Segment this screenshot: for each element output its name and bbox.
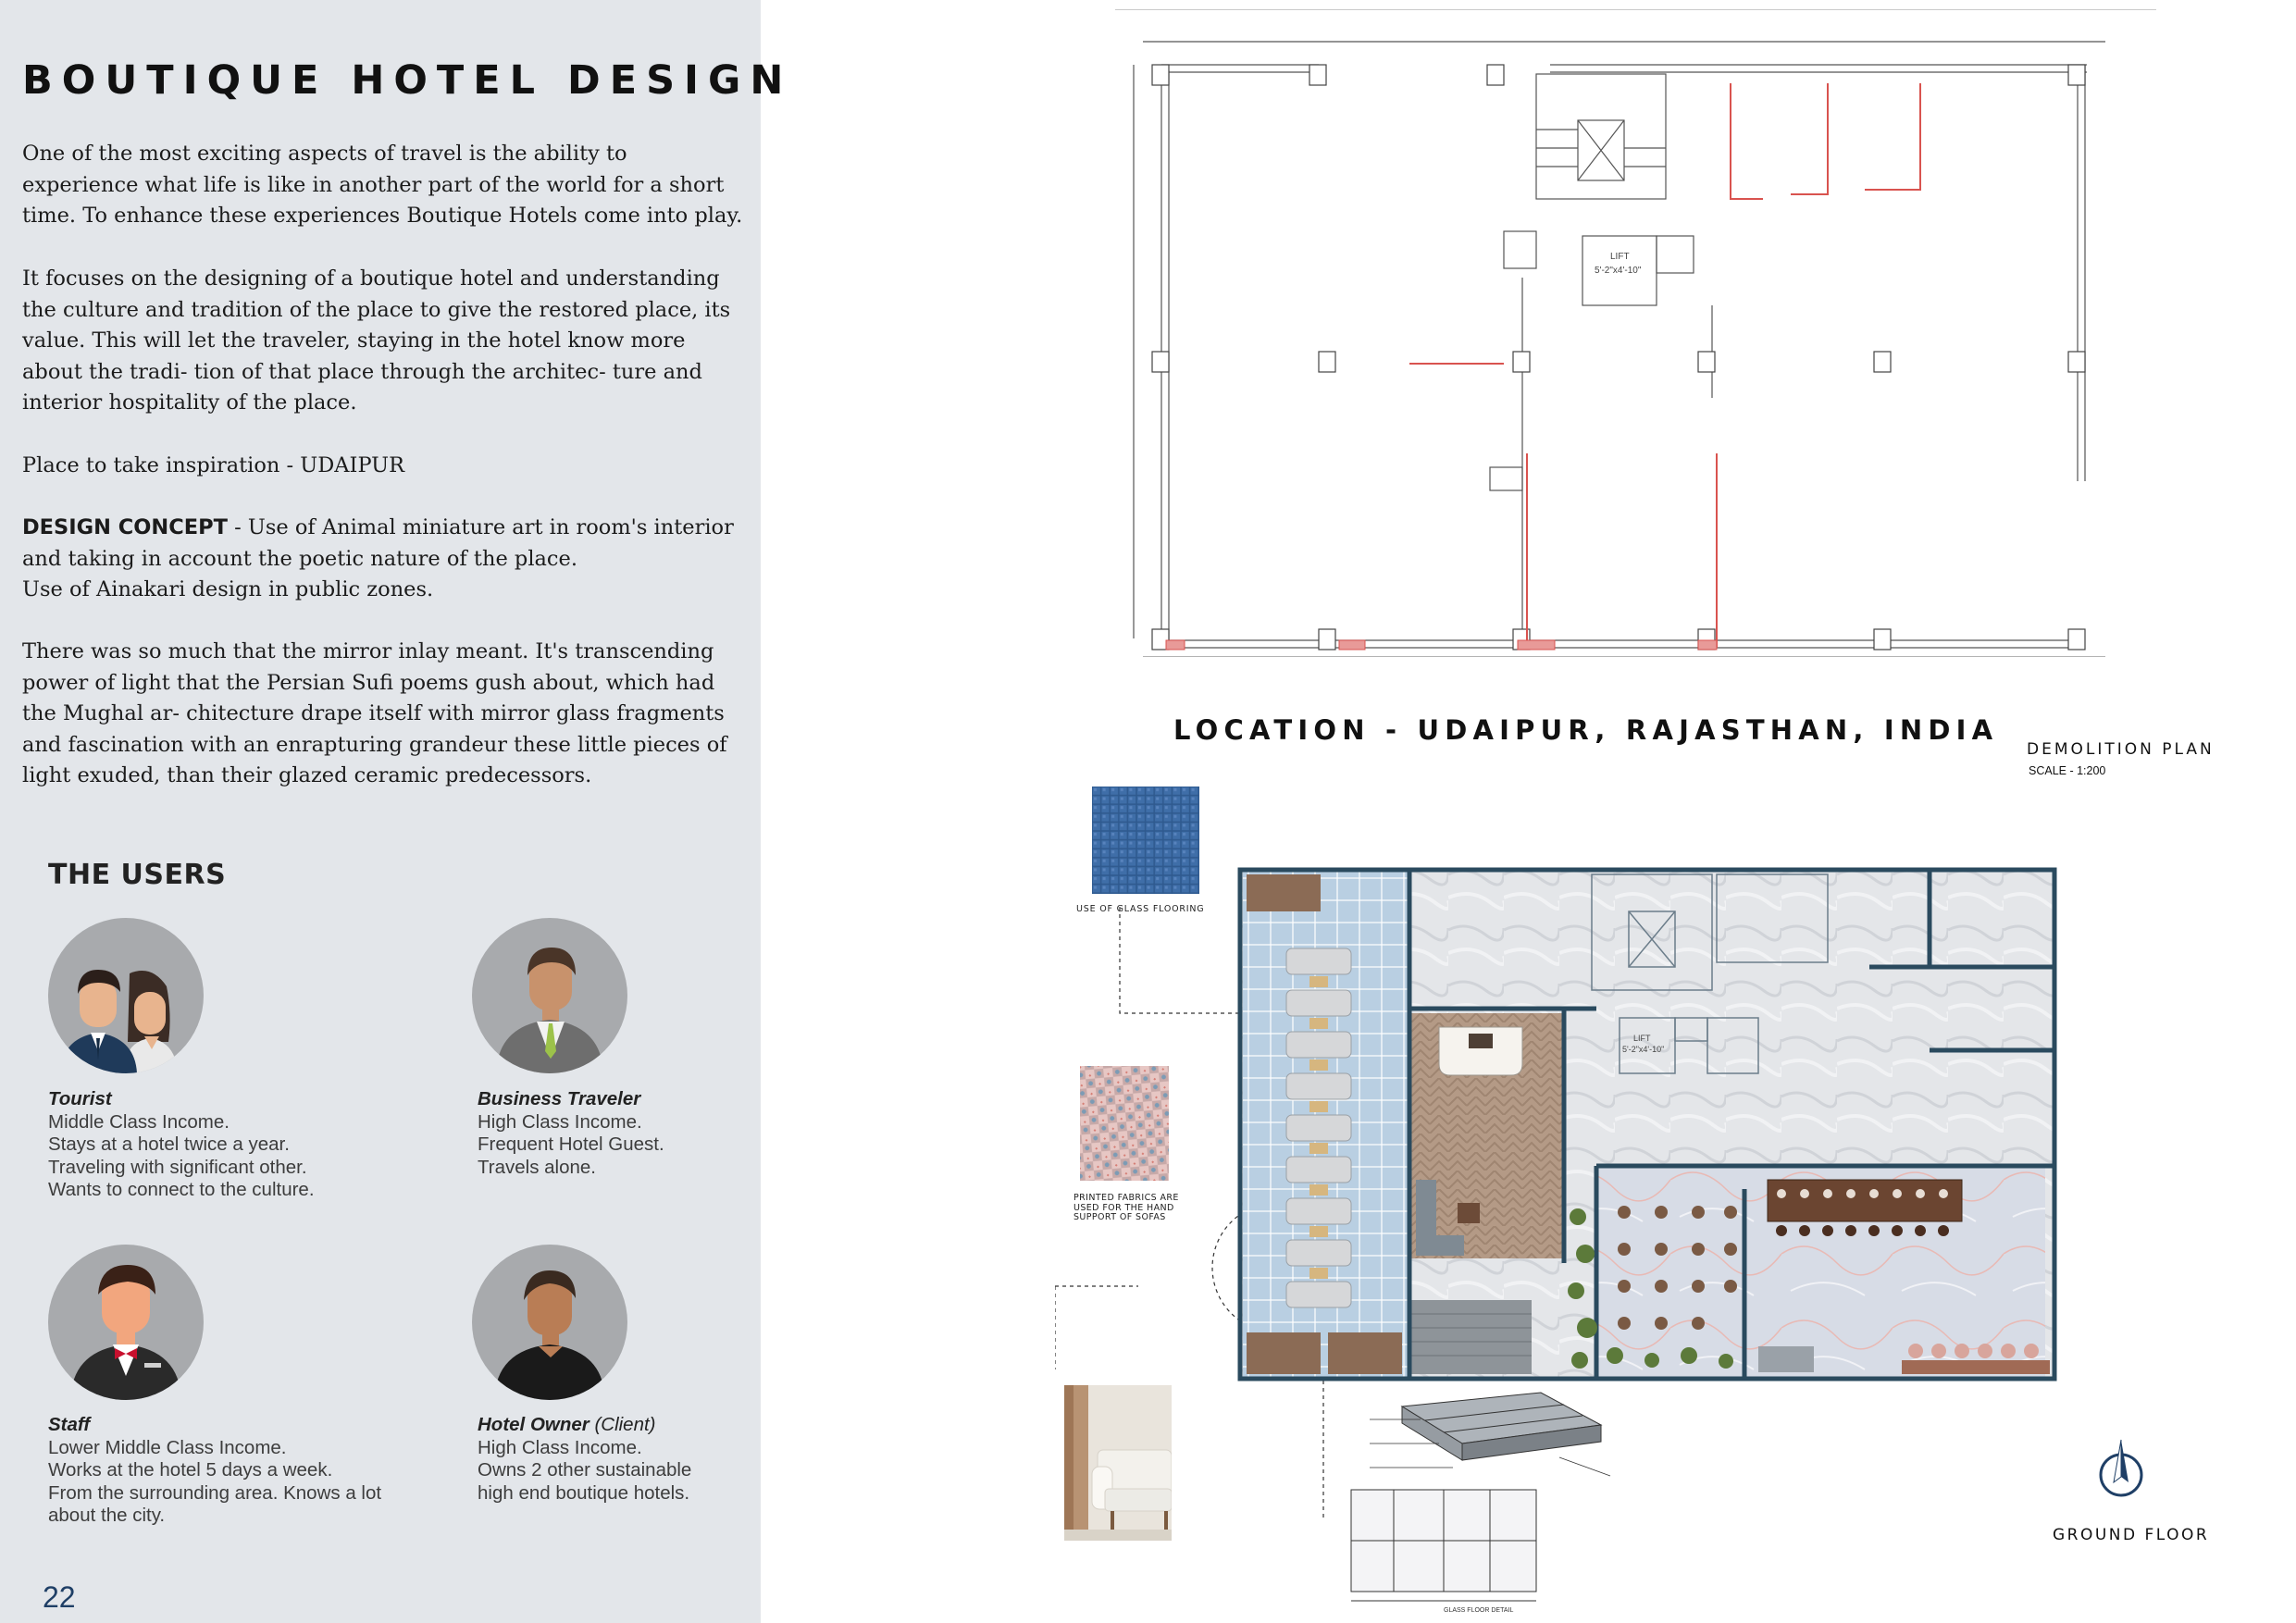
- hotel-owner-name-text: Hotel Owner: [478, 1414, 590, 1435]
- tourist-avatar-icon: [48, 918, 204, 1073]
- design-concept-label: DESIGN CONCEPT: [22, 515, 228, 539]
- scale-label: SCALE - 1:200: [2029, 764, 2106, 777]
- hotel-owner-name: [478, 1414, 691, 1437]
- demolition-plan-drawing: [1115, 9, 2156, 657]
- staff-description: [48, 1414, 400, 1528]
- business-line-2: Frequent Hotel Guest.: [478, 1134, 664, 1155]
- business-line-1: High Class Income.: [478, 1110, 642, 1133]
- glass-flooring-caption: USE OF GLASS FLOORING: [1076, 904, 1205, 914]
- page-number: 22: [43, 1580, 76, 1614]
- design-concept-text: - Use of Animal miniature art in room's interior and taking in account the poetic nature of the place.: [22, 515, 734, 571]
- design-concept-text-2: Use of Ainakari design in public zones.: [22, 577, 434, 601]
- tourist-line-4: Wants to connect to the culture.: [48, 1179, 315, 1200]
- staff-line-2: Works at the hotel 5 days a week.: [48, 1459, 333, 1481]
- inspiration-line: Place to take inspiration - UDAIPUR: [22, 453, 405, 477]
- tourist-description: [48, 1088, 315, 1202]
- tourist-name: Tourist: [48, 1088, 112, 1109]
- printed-fabric-caption: PRINTED FABRICS ARE USED FOR THE HAND SUPPORT OF SOFAS: [1074, 1193, 1179, 1222]
- design-concept-paragraph: [22, 513, 744, 606]
- hotel-owner-description: [478, 1414, 691, 1505]
- north-arrow-icon: [2095, 1436, 2147, 1503]
- demo-lift-label: LIFT: [1610, 252, 1630, 262]
- tourist-line-1: Middle Class Income.: [48, 1110, 230, 1133]
- ground-lift-size: 5'-2"x4'-10": [1622, 1045, 1665, 1054]
- staff-name: Staff: [48, 1414, 91, 1435]
- hotel-owner-avatar-icon: [472, 1245, 627, 1400]
- business-traveler-description: [478, 1088, 664, 1179]
- left-text-panel: [0, 0, 793, 1623]
- glass-detail-caption: GLASS FLOOR DETAIL: [1444, 1607, 1514, 1614]
- demo-lift-size: 5'-2"x4'-10": [1595, 266, 1642, 276]
- intro-paragraph: One of the most exciting aspects of travel is the ability to experience what life is like in another part of the world for a short time. To enhance these experiences Boutique Hotels come into play.: [22, 142, 743, 228]
- tourist-line-2: Stays at a hotel twice a year.: [48, 1134, 290, 1155]
- focus-paragraph: It focuses on the designing of a boutique hotel and understanding the culture and tradition of the place to give the restored place, its value. This will let the traveler, staying in the hotel know more about the tradi- tion of that place through the architec- ture and interior hospitality of the place.: [22, 266, 731, 415]
- owner-line-1: High Class Income.: [478, 1436, 642, 1458]
- business-traveler-avatar-icon: [472, 918, 627, 1073]
- staff-avatar-icon: [48, 1245, 204, 1400]
- mirror-inlay-paragraph: There was so much that the mirror inlay meant. It's transcending power of light that the Persian Sufi poems gush about, which had the Mughal ar- chitecture drape itself with mirror glass fragments and fascination with an enrapturing grandeur these little pieces of light exuded, than their glazed ceramic predecessors.: [22, 639, 727, 787]
- demolition-plan-label: DEMOLITION PLAN: [2027, 740, 2215, 759]
- business-line-3: Travels alone.: [478, 1156, 596, 1178]
- hotel-owner-note: (Client): [589, 1414, 656, 1435]
- page-title: BOUTIQUE HOTEL DESIGN: [22, 57, 793, 104]
- owner-line-2: Owns 2 other sustainable: [478, 1459, 692, 1481]
- ground-lift-label: LIFT: [1633, 1034, 1651, 1043]
- users-heading: THE USERS: [48, 859, 227, 891]
- tourist-line-3: Traveling with significant other.: [48, 1156, 307, 1178]
- staff-line-3: From the surrounding area. Knows a lot about the city.: [48, 1481, 382, 1526]
- business-traveler-name: Business Traveler: [478, 1088, 641, 1109]
- staff-line-1: Lower Middle Class Income.: [48, 1436, 287, 1458]
- glass-floor-detail-drawing: [1314, 1388, 1633, 1615]
- ground-floor-label: GROUND FLOOR: [2053, 1526, 2210, 1544]
- location-title: LOCATION - UDAIPUR, RAJASTHAN, INDIA: [1173, 714, 1999, 746]
- ground-floor-plan-drawing: [1226, 856, 2064, 1388]
- owner-line-3: high end boutique hotels.: [478, 1481, 690, 1504]
